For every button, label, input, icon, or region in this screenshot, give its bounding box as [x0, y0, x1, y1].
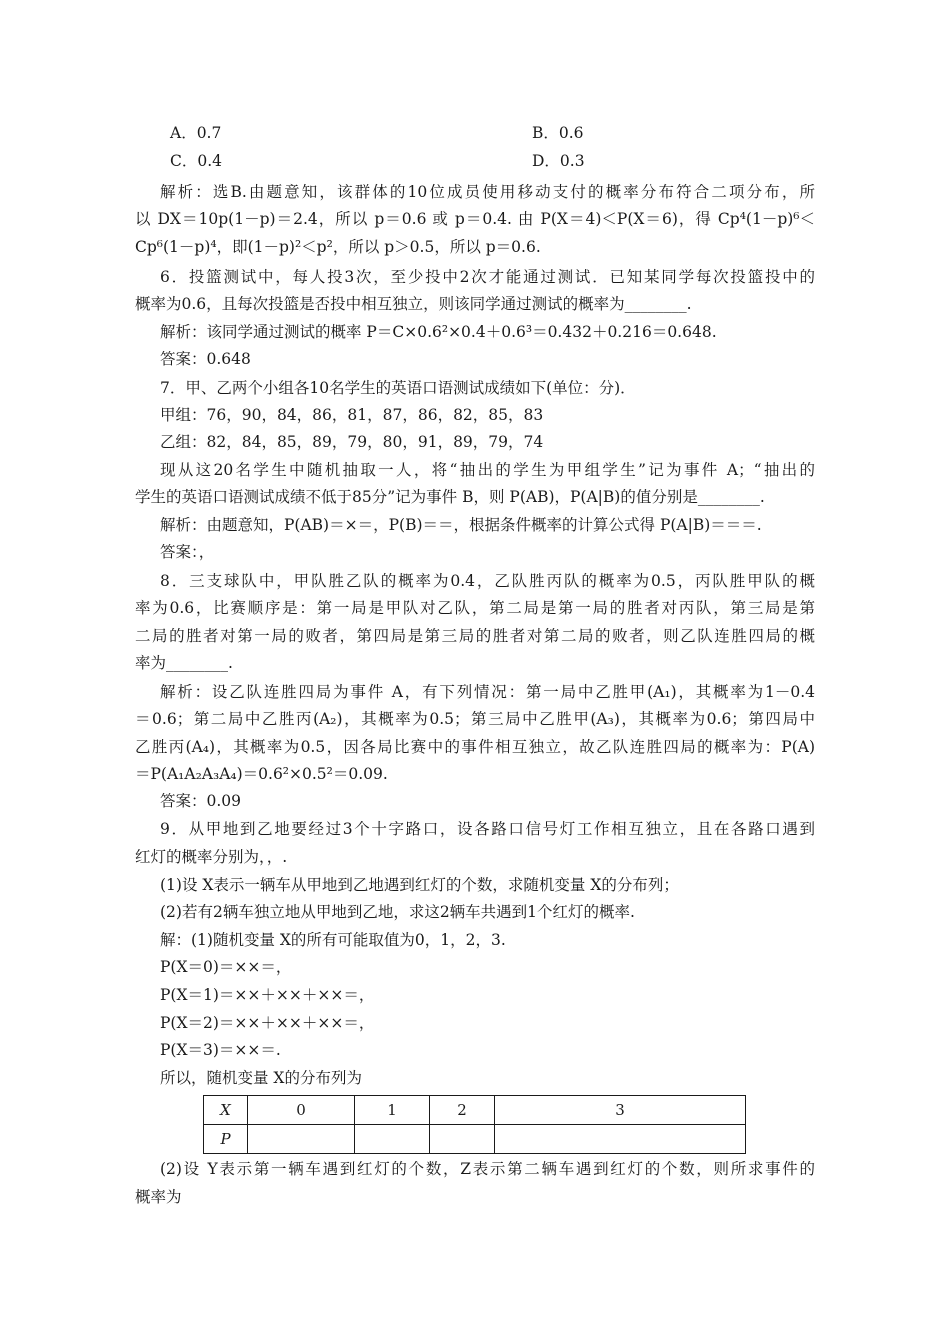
q7-group-a: 甲组：76，90，84，86，81，87，86，82，85，83 — [160, 406, 544, 424]
option-a: A．0.7 — [170, 124, 222, 142]
q8-stem-line-3: 二局的胜者对第一局的败者，第四局是第三局的胜者对第二局的败者，则乙队连胜四局的概 — [135, 627, 815, 645]
table-cell-x-head: X — [204, 1096, 248, 1125]
q8-stem-line-4: 率为________. — [135, 654, 233, 672]
q5-analysis-line-1: 解析：选B.由题意知，该群体的10位成员使用移动支付的概率分布符合二项分布，所 — [160, 183, 815, 201]
table-cell-x-0: 0 — [248, 1096, 355, 1125]
q8-analysis-line-1: 解析：设乙队连胜四局为事件 A，有下列情况：第一局中乙胜甲(A₁)，其概率为1－0.4 — [160, 683, 815, 701]
option-c: C．0.4 — [170, 152, 223, 170]
q9-part2-line-1: (2)设 Y表示第一辆车遇到红灯的个数，Z表示第二辆车遇到红灯的个数，则所求事件的 — [160, 1160, 815, 1178]
q5-analysis-line-2: 以 DX＝10p(1－p)＝2.4，所以 p＝0.6 或 p＝0.4. 由 P(X＝4)＜P(X＝6)，得 Cp⁴(1－p)⁶＜ — [135, 210, 815, 228]
q7-stem: 7．甲、乙两个小组各10名学生的英语口语测试成绩如下(单位：分)． — [160, 379, 636, 397]
q7-question-line-1: 现从这20名学生中随机抽取一人，将“抽出的学生为甲组学生”记为事件 A；“抽出的 — [160, 461, 815, 479]
table-cell-p-1 — [355, 1125, 430, 1154]
q9-table-intro: 所以，随机变量 X的分布列为 — [160, 1069, 362, 1087]
table-cell-p-0 — [248, 1125, 355, 1154]
table-cell-x-2: 2 — [430, 1096, 495, 1125]
option-row-ab — [170, 122, 221, 144]
q6-stem-line-1: 6．投篮测试中，每人投3次，至少投中2次才能通过测试．已知某同学每次投篮投中的 — [160, 268, 815, 286]
table-cell-p-3 — [495, 1125, 746, 1154]
table-row-p — [204, 1125, 746, 1154]
table-cell-x-3: 3 — [495, 1096, 746, 1125]
q9-prob-x1: P(X＝1)＝××＋××＋××＝， — [160, 986, 375, 1004]
q9-part2-line-2: 概率为 — [135, 1188, 182, 1206]
q6-analysis: 解析：该同学通过测试的概率 P＝C×0.6²×0.4＋0.6³＝0.432＋0.216＝0.648. — [160, 323, 717, 341]
q9-solution-intro: 解：(1)随机变量 X的所有可能取值为0，1，2，3. — [160, 931, 506, 949]
q6-answer: 答案：0.648 — [160, 350, 251, 368]
q8-answer: 答案：0.09 — [160, 792, 242, 810]
q9-sub1: (1)设 X表示一辆车从甲地到乙地遇到红灯的个数，求随机变量 X的分布列； — [160, 876, 679, 894]
q9-sub2: (2)若有2辆车独立地从甲地到乙地，求这2辆车共遇到1个红灯的概率. — [160, 903, 635, 921]
q7-analysis: 解析：由题意知，P(AB)＝×＝，P(B)＝＝，根据条件概率的计算公式得 P(A|B)＝＝＝. — [160, 516, 762, 534]
table-cell-x-1: 1 — [355, 1096, 430, 1125]
q8-analysis-line-3: 乙胜丙(A₄)，其概率为0.5，因各局比赛中的事件相互独立，故乙队连胜四局的概率为：P(A) — [135, 738, 815, 756]
q8-analysis-line-2: ＝0.6；第二局中乙胜丙(A₂)，其概率为0.5；第三局中乙胜甲(A₃)，其概率为0.6；第四局中 — [135, 710, 815, 728]
q9-stem-line-1: 9．从甲地到乙地要经过3个十字路口，设各路口信号灯工作相互独立，且在各路口遇到 — [160, 820, 815, 838]
q7-group-b: 乙组：82，84，85，89，79，80，91，89，79，74 — [160, 433, 544, 451]
q8-stem-line-1: 8．三支球队中，甲队胜乙队的概率为0.4，乙队胜丙队的概率为0.5，丙队胜甲队的概 — [160, 572, 815, 590]
q7-question-line-2: 学生的英语口语测试成绩不低于85分”记为事件 B，则 P(AB)，P(A|B)的值分别是________. — [135, 488, 765, 506]
q9-prob-x0: P(X＝0)＝××＝， — [160, 958, 292, 976]
distribution-table — [203, 1095, 746, 1154]
table-cell-p-2 — [430, 1125, 495, 1154]
q5-analysis-line-3: Cp⁶(1－p)⁴，即(1－p)²＜p²，所以 p＞0.5，所以 p＝0.6. — [135, 238, 541, 256]
q8-analysis-line-4: ＝P(A₁A₂A₃A₄)＝0.6²×0.5²＝0.09. — [135, 765, 388, 783]
q9-prob-x2: P(X＝2)＝××＋××＋××＝， — [160, 1014, 375, 1032]
table-row-x — [204, 1096, 746, 1125]
q8-stem-line-2: 率为0.6，比赛顺序是：第一局是甲队对乙队，第二局是第一局的胜者对丙队，第三局是第 — [135, 599, 815, 617]
q6-stem-line-2: 概率为0.6，且每次投篮是否投中相互独立，则该同学通过测试的概率为________. — [135, 295, 692, 313]
table-cell-p-head: P — [204, 1125, 248, 1154]
option-d: D．0.3 — [532, 152, 585, 170]
q9-stem-line-2: 红灯的概率分别为，，. — [135, 848, 288, 866]
q7-answer: 答案：， — [160, 543, 215, 561]
option-b: B．0.6 — [532, 124, 584, 142]
q9-prob-x3: P(X＝3)＝××＝. — [160, 1041, 281, 1059]
